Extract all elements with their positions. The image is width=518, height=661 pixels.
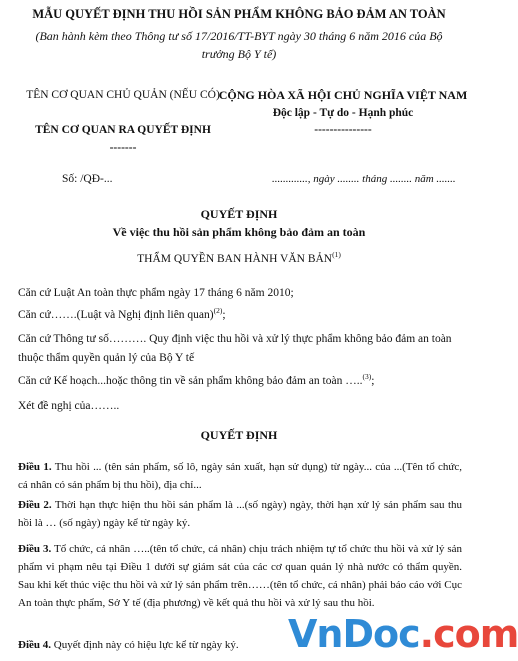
national-motto: Độc lập - Tự do - Hạnh phúc <box>272 107 414 119</box>
motto-divider: --------------- <box>314 124 372 136</box>
article-text: Tổ chức, cá nhân …..(tên tổ chức, cá nhân) chịu trách nhiệm tự tổ chức thu hồi và xử lý sản phẩm vi phạm nêu tại Điều 1 dưới sự giám sát của các cơ quan quản lý nhà nước có thẩm quyền. Sau khi kết thúc việc thu hồi và xử lý sản phẩm trên……(tên tổ chức, cá nhân) phải báo cáo với Cục An toàn thực phẩm, Sở Y tế (địa phương) về kết quả thu hồi và xử lý sau thu hồi. <box>18 543 462 609</box>
ground-plan <box>18 372 460 391</box>
agency-parent: TÊN CƠ QUAN CHỦ QUẢN (NẾU CÓ) <box>26 89 220 101</box>
ground-request: Xét đề nghị của…….. <box>18 400 120 412</box>
article-1 <box>18 458 462 494</box>
decision-subject: Về việc thu hồi sản phẩm không bảo đảm an toàn <box>112 225 366 239</box>
ground-circular: Căn cứ Thông tư số………. Quy định việc thu hồi và xử lý thực phẩm không bảo đảm an toàn thuộc thẩm quyền quản lý của Bộ Y tế <box>18 333 452 364</box>
watermark-suffix: .com <box>419 612 518 656</box>
article-label: Điều 1. <box>18 461 52 473</box>
watermark-brand: VnDoc <box>288 612 420 656</box>
ground-plan-text: Căn cứ Kế hoạch...hoặc thông tin về sản phẩm không bảo đảm an toàn ….. <box>18 375 363 387</box>
agency-divider: ------- <box>109 142 137 154</box>
issuing-authority <box>0 250 478 265</box>
vndoc-watermark-logo <box>288 612 518 656</box>
article-label: Điều 4. <box>18 639 51 651</box>
document-date: ............., ngày ........ tháng ........ năm ....... <box>272 173 456 185</box>
footnote-ref-2: (2) <box>213 306 223 316</box>
ground-decree-text: Căn cứ…….(Luật và Nghị định liên quan) <box>18 309 214 321</box>
decision-heading: QUYẾT ĐỊNH <box>200 207 278 221</box>
document-number: Số: /QĐ-... <box>62 173 113 185</box>
decides-heading: QUYẾT ĐỊNH <box>200 428 278 442</box>
article-label: Điều 2. <box>18 499 52 511</box>
agency-issuer <box>18 121 228 157</box>
article-2 <box>18 496 462 532</box>
document-title: MẪU QUYẾT ĐỊNH THU HỒI SẢN PHẨM KHÔNG BẢO ĐẢM AN TOÀN <box>32 7 446 21</box>
ground-law: Căn cứ Luật An toàn thực phẩm ngày 17 tháng 6 năm 2010; <box>18 287 294 299</box>
ground-decree <box>18 306 460 325</box>
ground-decree-end: ; <box>222 309 226 321</box>
issuing-authority-text: THẨM QUYỀN BAN HÀNH VĂN BẢN <box>137 253 333 265</box>
footnote-ref-1: (1) <box>332 250 341 260</box>
article-text: Thời hạn thực hiện thu hồi sản phẩm là ...(số ngày) ngày, thời hạn xử lý sản phẩm sau thu hồi là … (số ngày) ngày kể từ ngày ký. <box>18 499 462 529</box>
issued-note: (Ban hành kèm theo Thông tư số 17/2016/TT-BYT ngày 30 tháng 6 năm 2016 của Bộ trưởng Bộ Y tế) <box>35 29 443 61</box>
nation-name: CỘNG HÒA XÃ HỘI CHỦ NGHĨA VIỆT NAM <box>218 88 468 102</box>
footnote-ref-3: (3) <box>362 372 372 382</box>
article-text: Thu hồi ... (tên sản phẩm, số lô, ngày sản xuất, hạn sử dụng) từ ngày... của ...(Tên tổ chức, cá nhân có sản phẩm bị thu hồi), địa chỉ... <box>18 461 463 491</box>
agency-issuer-name: TÊN CƠ QUAN RA QUYẾT ĐỊNH <box>35 124 211 136</box>
article-text: Quyết định này có hiệu lực kể từ ngày ký. <box>51 639 239 651</box>
ground-plan-end: ; <box>371 375 375 387</box>
article-3 <box>18 540 462 612</box>
article-label: Điều 3. <box>18 543 52 555</box>
